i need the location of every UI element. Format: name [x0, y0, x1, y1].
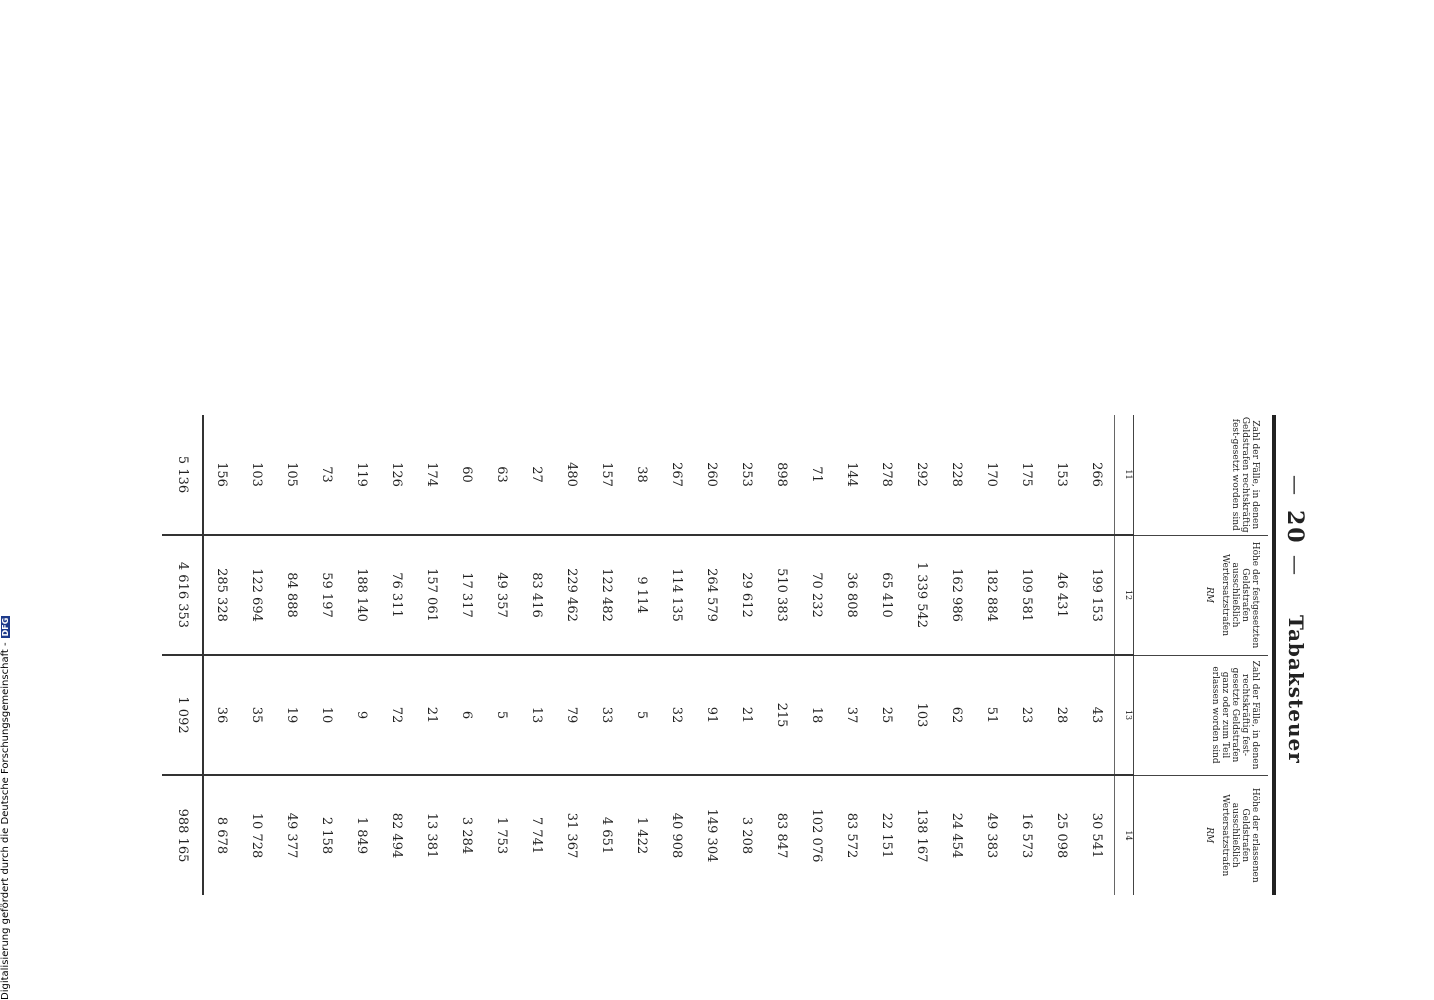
table-row: [834, 415, 869, 895]
header-cell: Höhe der erlassenen Geldstrafen ausschließlich Wertersatzstrafen RM: [1134, 775, 1269, 895]
table-cell: 9: [344, 655, 379, 775]
table-cell: 16 573: [1019, 812, 1034, 859]
table-row: [1044, 415, 1079, 895]
page-number-dash-right: —: [1284, 555, 1308, 575]
table-row: [379, 415, 414, 895]
table-cell: 188 140: [344, 535, 379, 655]
table-cell: 22 151: [879, 812, 894, 859]
table-cell: 267: [659, 415, 694, 535]
table-cell: 2 158: [319, 816, 334, 855]
table-cell: 510 383: [764, 535, 799, 655]
table-cell: 33: [589, 655, 624, 775]
table-cell: 480: [554, 415, 589, 535]
table-cell: 149 304: [704, 808, 719, 863]
table-row: [974, 415, 1009, 895]
table-cell: 24 454: [949, 812, 964, 859]
table-cell: 10: [309, 655, 344, 775]
table-cell: 43: [1079, 655, 1115, 775]
table-cell: 162 986: [939, 535, 974, 655]
total-row: [162, 415, 203, 895]
table-cell: 122 694: [239, 535, 274, 655]
table-cell: 253: [729, 415, 764, 535]
table-cell: 126: [379, 415, 414, 535]
table-cell: 21: [414, 655, 449, 775]
table-cell: 156: [203, 415, 239, 535]
table-row: [869, 415, 904, 895]
table-cell: 292: [904, 415, 939, 535]
table-cell: 278: [869, 415, 904, 535]
table-cell: 5: [484, 655, 519, 775]
table-cell: 49 383: [984, 812, 999, 859]
table-cell: 65 410: [869, 535, 904, 655]
table-cell: 199 153: [1079, 535, 1115, 655]
table-cell: 153: [1044, 415, 1079, 535]
table-cell: 40 908: [669, 812, 684, 859]
table-row: [309, 415, 344, 895]
table-row: [484, 415, 519, 895]
table-cell: 114 135: [659, 535, 694, 655]
table-cell: 36 808: [834, 535, 869, 655]
table-cell: 79: [554, 655, 589, 775]
table-cell: 70 232: [799, 535, 834, 655]
table-cell: 103: [904, 655, 939, 775]
table-cell: 103: [239, 415, 274, 535]
header-cell: Zahl der Fälle, in denen rechtskräftig fest-gesetzte Geldstrafen ganz oder zum Teil erlassen worden sind: [1134, 655, 1269, 775]
table-cell: 83 847: [774, 812, 789, 859]
table-row: [554, 415, 589, 895]
table-cell: 60: [449, 415, 484, 535]
header-cell: Höhe der festgesetzten Geldstrafen ausschließlich Wertersatzstrafen RM: [1134, 535, 1269, 655]
table-row: [414, 415, 449, 895]
table-cell: 31 367: [564, 812, 579, 859]
table-cell: 73: [309, 415, 344, 535]
header-cell: Zahl der Fälle, in denen Geldstrafen rechtskräftig fest-gesetzt worden sind: [1134, 415, 1269, 535]
table-cell: 63: [484, 415, 519, 535]
table-cell: 1 339 542: [904, 535, 939, 655]
total-cell: 5 136: [162, 415, 203, 535]
page-number-dash-left: —: [1284, 475, 1308, 495]
table-cell: 144: [834, 415, 869, 535]
table-row: [799, 415, 834, 895]
table-cell: 138 167: [914, 808, 929, 863]
table-row: [589, 415, 624, 895]
column-number: 11: [1115, 415, 1134, 535]
table-cell: 266: [1079, 415, 1115, 535]
table-cell: 9 114: [624, 535, 659, 655]
table-cell: 71: [799, 415, 834, 535]
table-cell: 13 381: [424, 812, 439, 859]
table-cell: 229 462: [554, 535, 589, 655]
table-cell: 1 849: [354, 816, 369, 855]
table-cell: 38: [624, 415, 659, 535]
dfg-footnote: [0, 600, 14, 1000]
table-cell: 28: [1044, 655, 1079, 775]
table-cell: 21: [729, 655, 764, 775]
table-cell: 228: [939, 415, 974, 535]
table-cell: 18: [799, 655, 834, 775]
table-cell: 13: [519, 655, 554, 775]
data-table: [162, 415, 1268, 895]
table-row: [904, 415, 939, 895]
table-cell: 8 678: [214, 816, 229, 855]
dfg-note: Digitalisierung gefördert durch die Deutsche Forschungsgemeinschaft -: [0, 642, 11, 1000]
table-cell: 174: [414, 415, 449, 535]
table-row: [729, 415, 764, 895]
table-cell: 102 076: [809, 808, 824, 863]
table-cell: 119: [344, 415, 379, 535]
table-row: [519, 415, 554, 895]
table-cell: 25: [869, 655, 904, 775]
table-cell: 182 884: [974, 535, 1009, 655]
table-cell: 175: [1009, 415, 1044, 535]
table-cell: 84 888: [274, 535, 309, 655]
table-cell: 122 482: [589, 535, 624, 655]
table-cell: 17 317: [449, 535, 484, 655]
table-cell: 264 579: [694, 535, 729, 655]
table-cell: 105: [274, 415, 309, 535]
table-cell: 83 572: [844, 812, 859, 859]
column-number-row: [1115, 415, 1134, 895]
table-title: Tabaksteuer: [1284, 615, 1308, 764]
table-cell: 7 741: [529, 816, 544, 855]
top-rule: [1272, 415, 1276, 895]
column-number: 13: [1115, 655, 1134, 775]
table-cell: 37: [834, 655, 869, 775]
table-cell: 109 581: [1009, 535, 1044, 655]
table-cell: 72: [379, 655, 414, 775]
table-cell: 30 541: [1089, 812, 1104, 859]
table-row: [274, 415, 309, 895]
table-cell: 46 431: [1044, 535, 1079, 655]
table-cell: 4 651: [599, 816, 614, 855]
column-number: 14: [1115, 775, 1134, 895]
table-row: [203, 415, 239, 895]
table-cell: 32: [659, 655, 694, 775]
rotated-page: [150, 415, 1310, 895]
table-cell: 285 328: [203, 535, 239, 655]
table-row: [624, 415, 659, 895]
table-cell: 6: [449, 655, 484, 775]
table-cell: 36: [203, 655, 239, 775]
table-cell: 29 612: [729, 535, 764, 655]
table-cell: 82 494: [389, 812, 404, 859]
table-cell: 35: [239, 655, 274, 775]
table-cell: 27: [519, 415, 554, 535]
page-number: 20: [1282, 510, 1308, 545]
table-cell: 1 753: [494, 816, 509, 855]
table-cell: 83 416: [519, 535, 554, 655]
table-row: [239, 415, 274, 895]
table-cell: 3 284: [459, 816, 474, 855]
table-cell: 59 197: [309, 535, 344, 655]
table-cell: 76 311: [379, 535, 414, 655]
table-cell: 157 061: [414, 535, 449, 655]
table-cell: 1 422: [634, 816, 649, 855]
total-cell: 4 616 353: [162, 535, 203, 655]
table-cell: 898: [764, 415, 799, 535]
table-row: [344, 415, 379, 895]
dfg-logo: DFG: [1, 617, 10, 637]
table-cell: 215: [764, 655, 799, 775]
table-row: [764, 415, 799, 895]
total-cell: 988 165: [162, 775, 203, 895]
table-row: [449, 415, 484, 895]
table-cell: 3 208: [739, 816, 754, 855]
table-cell: 91: [694, 655, 729, 775]
table-cell: 49 357: [484, 535, 519, 655]
table-row: [1009, 415, 1044, 895]
table-cell: 260: [694, 415, 729, 535]
table-cell: 5: [624, 655, 659, 775]
table-cell: 62: [939, 655, 974, 775]
header-row: [1134, 415, 1269, 895]
table-row: [1079, 415, 1115, 895]
table-cell: 10 728: [249, 812, 264, 859]
table-cell: 51: [974, 655, 1009, 775]
table-cell: 25 098: [1054, 812, 1069, 859]
table-cell: 23: [1009, 655, 1044, 775]
table-cell: 49 377: [284, 812, 299, 859]
table-cell: 19: [274, 655, 309, 775]
table-cell: 170: [974, 415, 1009, 535]
total-cell: 1 092: [162, 655, 203, 775]
table-cell: 157: [589, 415, 624, 535]
table-row: [939, 415, 974, 895]
table-row: [694, 415, 729, 895]
table-row: [659, 415, 694, 895]
column-number: 12: [1115, 535, 1134, 655]
